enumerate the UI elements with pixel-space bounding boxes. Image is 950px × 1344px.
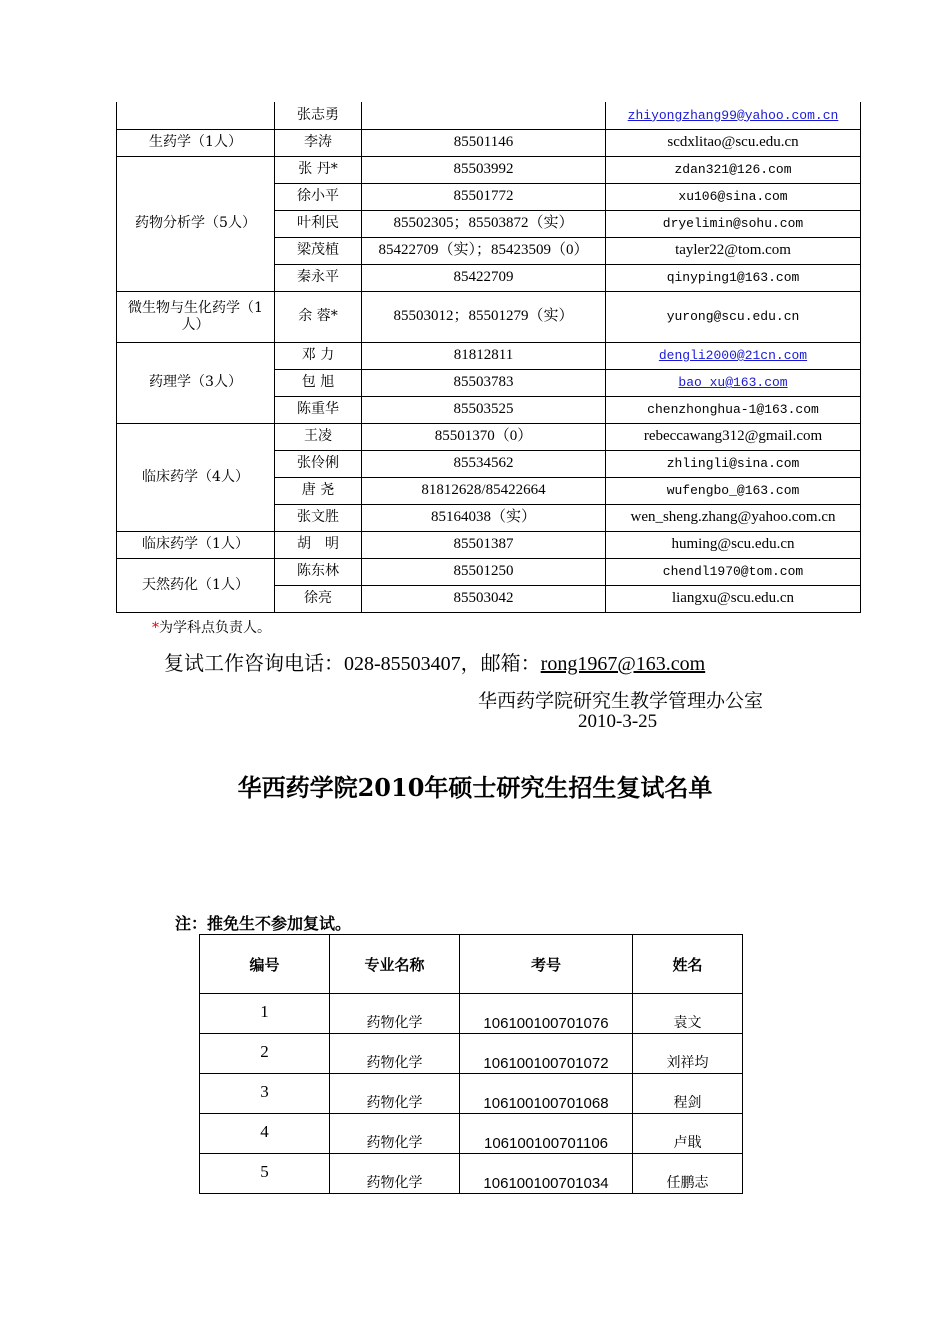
row-number: 1 [200, 994, 330, 1034]
contacts-table [116, 102, 861, 613]
row-name: 卢戢 [633, 1114, 743, 1154]
interview-list-table [199, 934, 743, 1194]
table-row [200, 994, 743, 1034]
name-cell: 徐亮 [275, 585, 362, 612]
phone-cell: 85422709（实）；85423509（0） [362, 237, 606, 264]
email-cell: xu106@sina.com [606, 183, 861, 210]
row-name: 袁文 [633, 994, 743, 1034]
row-major: 药物化学 [330, 1074, 460, 1114]
name-cell: 唐 尧 [275, 477, 362, 504]
consult-line [164, 647, 705, 676]
footnote-text: 为学科点负责人。 [159, 620, 271, 636]
email-cell: chendl1970@tom.com [606, 558, 861, 585]
table-row [117, 291, 861, 342]
row-exam-no: 106100100701076 [460, 994, 633, 1034]
phone-cell: 85503012；85501279（实） [362, 291, 606, 342]
table-row [117, 423, 861, 450]
header-number: 编号 [200, 935, 330, 994]
table-row [200, 1034, 743, 1074]
header-name: 姓名 [633, 935, 743, 994]
name-cell: 张文胜 [275, 504, 362, 531]
email-cell: wen_sheng.zhang@yahoo.com.cn [606, 504, 861, 531]
asterisk-mark: * [152, 620, 159, 636]
email-link[interactable]: bao_xu@163.com [606, 369, 861, 396]
name-cell: 叶利民 [275, 210, 362, 237]
table-row [117, 558, 861, 585]
row-exam-no: 106100100701068 [460, 1074, 633, 1114]
document-date: 2010-3-25 [578, 711, 658, 732]
email-cell: tayler22@tom.com [606, 237, 861, 264]
name-cell: 陈重华 [275, 396, 362, 423]
table-row [117, 342, 861, 369]
row-name: 刘祥均 [633, 1034, 743, 1074]
footnote [152, 617, 271, 637]
category-cell: 药理学（3人） [117, 342, 275, 423]
remark-note: 注：推免生不参加复试。 [175, 914, 352, 933]
consult-text: 复试工作咨询电话：028-85503407，邮箱： [164, 653, 541, 675]
table-row [200, 1074, 743, 1114]
email-cell: wufengbo_@163.com [606, 477, 861, 504]
name-cell: 张 丹* [275, 156, 362, 183]
phone-cell [362, 102, 606, 129]
row-major: 药物化学 [330, 1114, 460, 1154]
header-major: 专业名称 [330, 935, 460, 994]
phone-cell: 85502305；85503872（实） [362, 210, 606, 237]
email-link[interactable]: zhiyongzhang99@yahoo.com.cn [606, 102, 861, 129]
table-header-row [200, 935, 743, 994]
office-name: 华西药学院研究生教学管理办公室 [478, 690, 764, 712]
category-cell: 临床药学（1人） [117, 531, 275, 558]
phone-cell: 85501772 [362, 183, 606, 210]
table-row [117, 156, 861, 183]
name-cell: 徐小平 [275, 183, 362, 210]
name-cell: 胡 明 [275, 531, 362, 558]
table-row [117, 102, 861, 129]
email-cell: chenzhonghua-1@163.com [606, 396, 861, 423]
email-cell: qinyping1@163.com [606, 264, 861, 291]
row-name: 程剑 [633, 1074, 743, 1114]
email-cell: zdan321@126.com [606, 156, 861, 183]
phone-cell: 85501250 [362, 558, 606, 585]
email-cell: liangxu@scu.edu.cn [606, 585, 861, 612]
header-exam-no: 考号 [460, 935, 633, 994]
phone-cell: 85501387 [362, 531, 606, 558]
phone-cell: 85164038（实） [362, 504, 606, 531]
row-major: 药物化学 [330, 994, 460, 1034]
phone-cell: 81812811 [362, 342, 606, 369]
name-cell: 秦永平 [275, 264, 362, 291]
phone-cell: 85501370（0） [362, 423, 606, 450]
name-cell: 李涛 [275, 129, 362, 156]
phone-cell: 85501146 [362, 129, 606, 156]
category-cell: 微生物与生化药学（1人） [117, 291, 275, 342]
email-link[interactable]: dengli2000@21cn.com [606, 342, 861, 369]
email-cell: huming@scu.edu.cn [606, 531, 861, 558]
category-cell [117, 102, 275, 129]
phone-cell: 85534562 [362, 450, 606, 477]
row-exam-no: 106100100701034 [460, 1154, 633, 1194]
name-cell: 陈东林 [275, 558, 362, 585]
email-cell: scdxlitao@scu.edu.cn [606, 129, 861, 156]
row-number: 2 [200, 1034, 330, 1074]
name-cell: 包 旭 [275, 369, 362, 396]
name-cell: 余 蓉* [275, 291, 362, 342]
row-major: 药物化学 [330, 1034, 460, 1074]
email-cell: rebeccawang312@gmail.com [606, 423, 861, 450]
row-number: 4 [200, 1114, 330, 1154]
category-cell: 临床药学（4人） [117, 423, 275, 531]
name-cell: 梁茂植 [275, 237, 362, 264]
table-row [200, 1154, 743, 1194]
phone-cell: 85503525 [362, 396, 606, 423]
phone-cell: 81812628/85422664 [362, 477, 606, 504]
row-number: 5 [200, 1154, 330, 1194]
row-major: 药物化学 [330, 1154, 460, 1194]
name-cell: 王凌 [275, 423, 362, 450]
category-cell: 天然药化（1人） [117, 558, 275, 612]
email-cell: dryelimin@sohu.com [606, 210, 861, 237]
name-cell: 张伶俐 [275, 450, 362, 477]
category-cell: 生药学（1人） [117, 129, 275, 156]
name-cell: 邓 力 [275, 342, 362, 369]
phone-cell: 85503783 [362, 369, 606, 396]
category-cell: 药物分析学（5人） [117, 156, 275, 291]
phone-cell: 85503042 [362, 585, 606, 612]
row-number: 3 [200, 1074, 330, 1114]
table-row [117, 129, 861, 156]
page-title: 华西药学院2010年硕士研究生招生复试名单 [237, 773, 713, 802]
row-name: 任鹏志 [633, 1154, 743, 1194]
row-exam-no: 106100100701106 [460, 1114, 633, 1154]
name-cell: 张志勇 [275, 102, 362, 129]
email-cell: yurong@scu.edu.cn [606, 291, 861, 342]
phone-cell: 85503992 [362, 156, 606, 183]
table-row [200, 1114, 743, 1154]
phone-cell: 85422709 [362, 264, 606, 291]
email-cell: zhlingli@sina.com [606, 450, 861, 477]
consult-email-link[interactable]: rong1967@163.com [540, 653, 706, 675]
row-exam-no: 106100100701072 [460, 1034, 633, 1074]
table-row [117, 531, 861, 558]
